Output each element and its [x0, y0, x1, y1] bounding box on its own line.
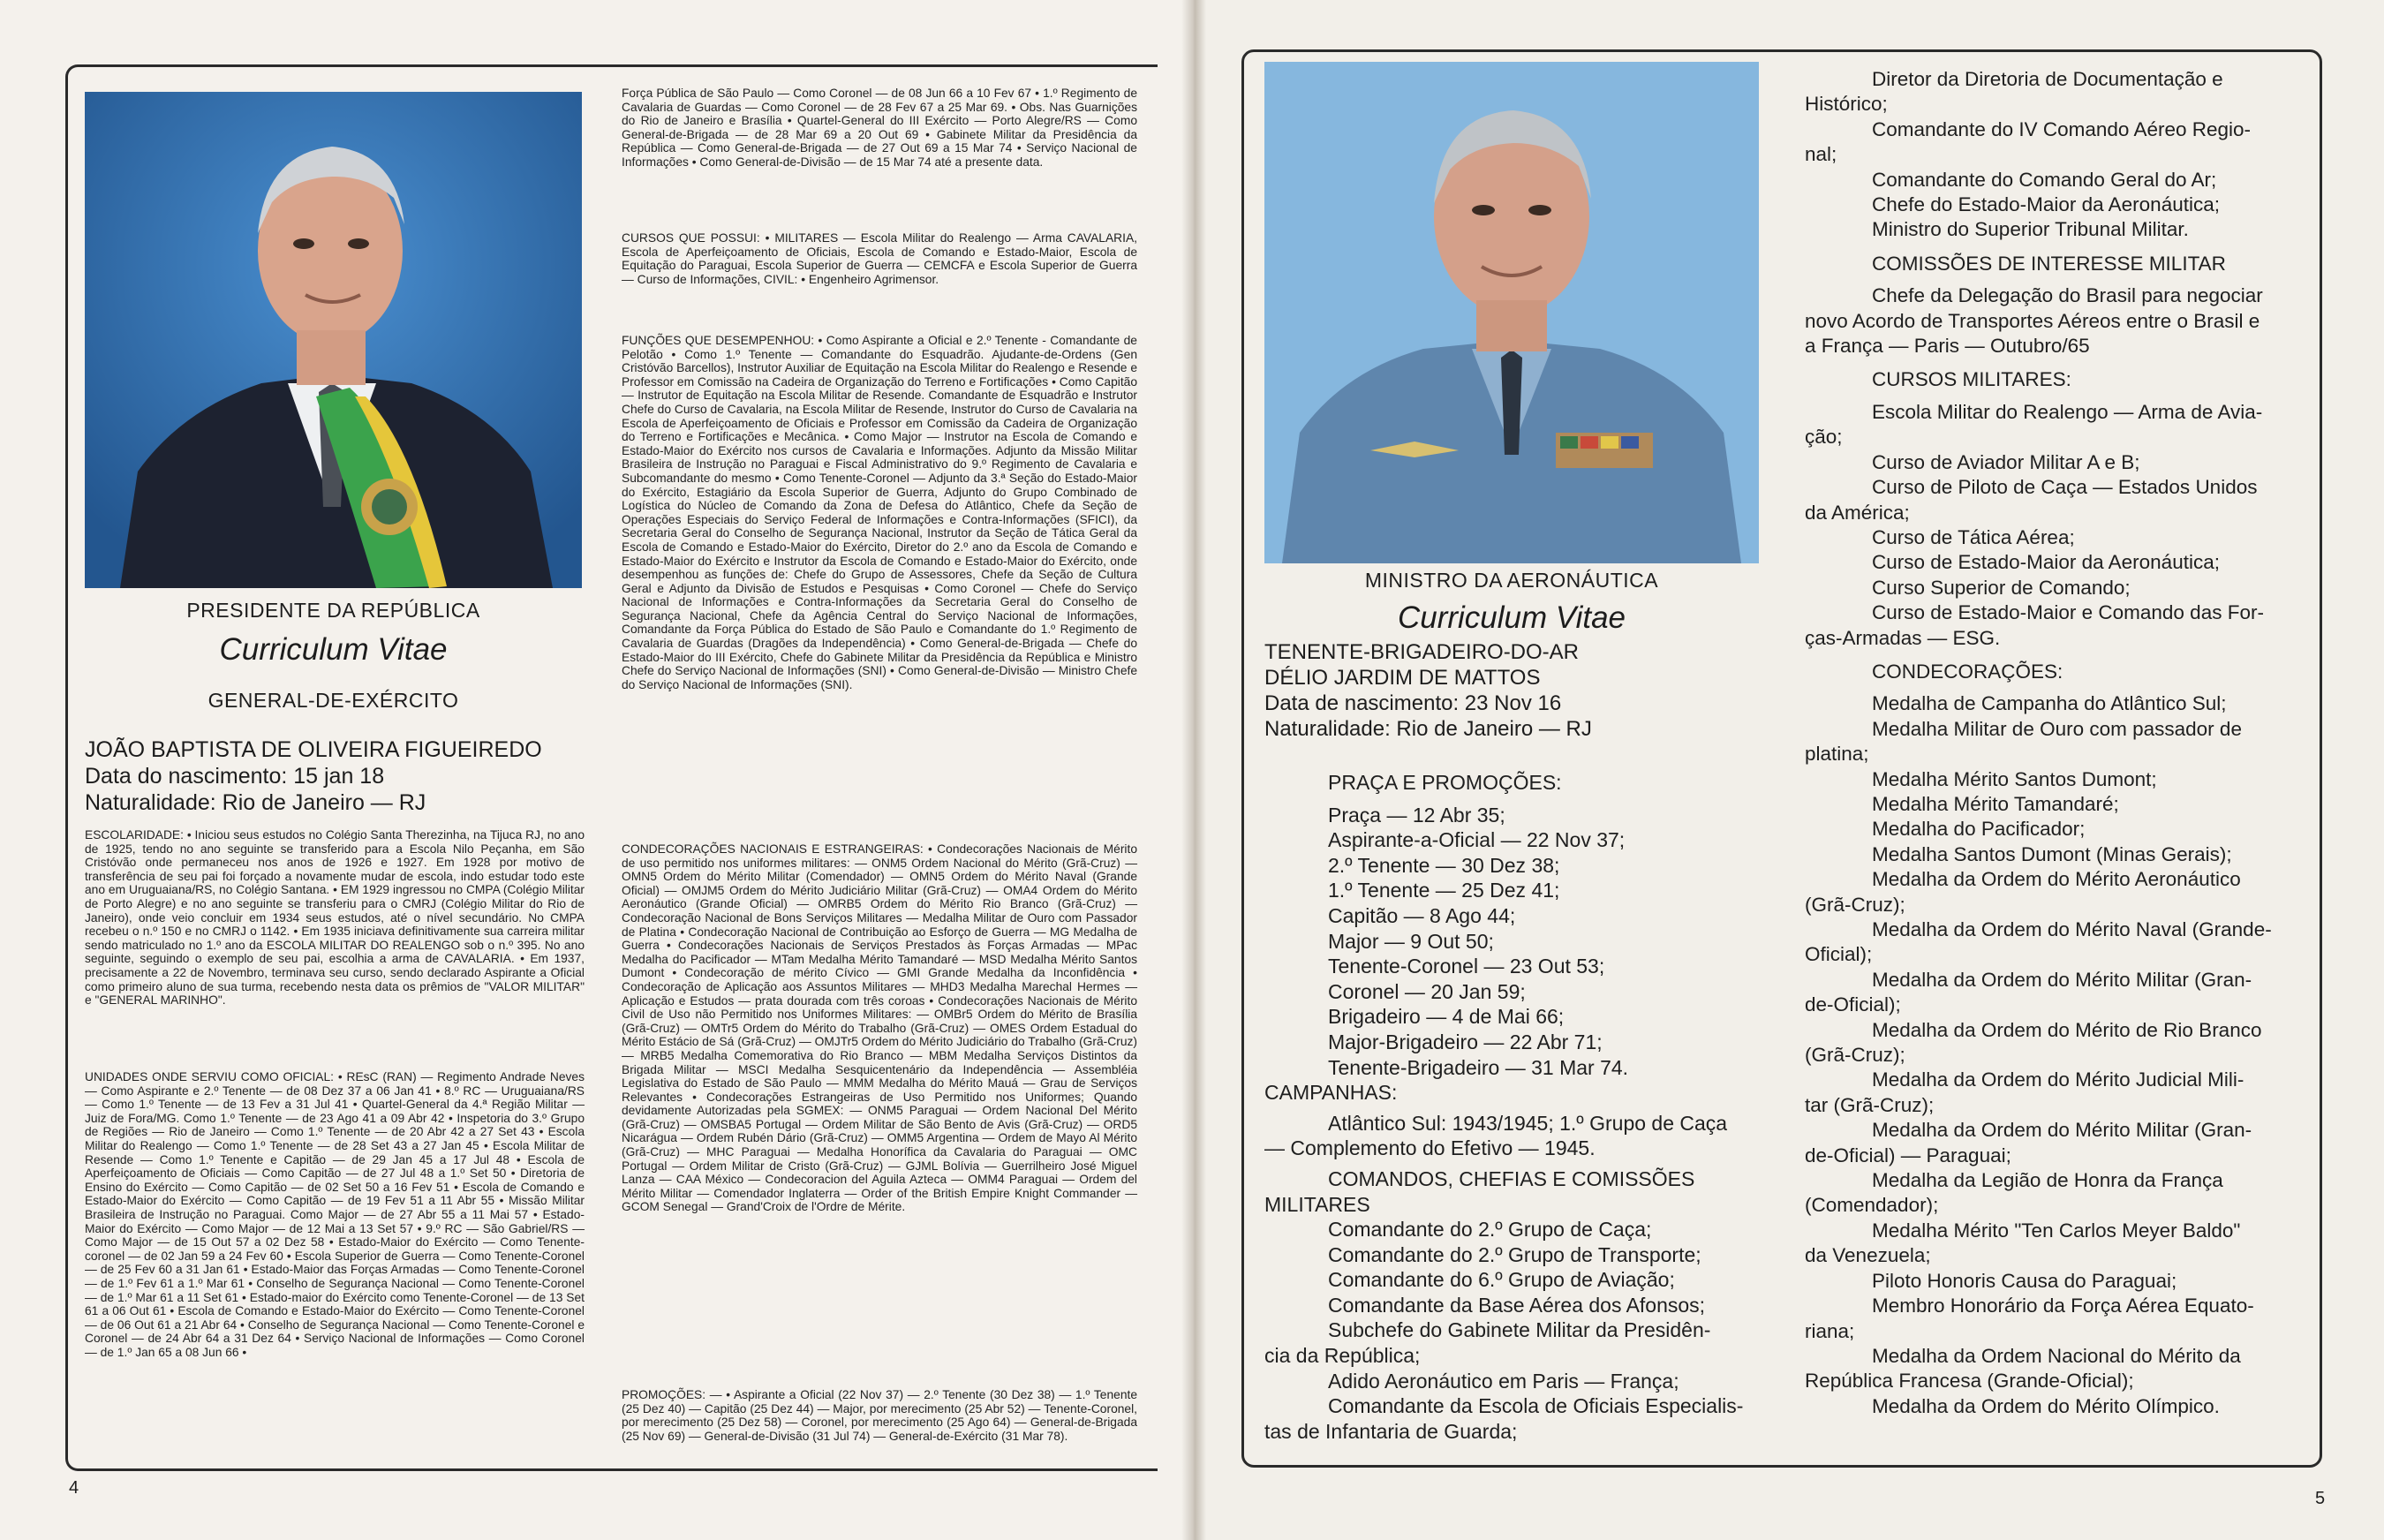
list-item: platina;	[1805, 743, 1869, 766]
list-item: Comandante do IV Comando Aéreo Regio-	[1872, 117, 2252, 140]
list-item: Medalha da Ordem do Mérito Naval (Grande-	[1872, 918, 2272, 940]
list-item: Medalha da Ordem do Mérito Judicial Mili-	[1872, 1068, 2244, 1091]
list-item: Praça — 12 Abr 35;	[1328, 803, 1505, 827]
right-birthplace: Naturalidade: Rio de Janeiro — RJ	[1264, 717, 1592, 741]
list-item: riana;	[1805, 1319, 1855, 1342]
list-item: 1.º Tenente — 25 Dez 41;	[1328, 879, 1560, 902]
right-cv-title: Curriculum Vitae	[1397, 600, 1626, 635]
list-item: Medalha Santos Dumont (Minas Gerais);	[1872, 842, 2232, 865]
left-person-name: JOÃO BAPTISTA DE OLIVEIRA FIGUEIREDO	[85, 737, 542, 762]
list-item: Curso de Estado-Maior da Aeronáutica;	[1872, 551, 2220, 574]
pracas-heading: PRAÇA E PROMOÇÕES:	[1328, 771, 1562, 794]
list-item: de-Oficial) — Paraguai;	[1805, 1144, 2011, 1166]
list-item: Chefe do Estado-Maior da Aeronáutica;	[1872, 193, 2220, 216]
list-item: Medalha da Ordem do Mérito de Rio Branco	[1872, 1018, 2262, 1041]
list-item: Medalha Mérito "Ten Carlos Meyer Baldo"	[1872, 1219, 2241, 1242]
comandos-heading: COMANDOS, CHEFIAS E COMISSÕES	[1328, 1166, 1695, 1190]
list-item: Curso de Estado-Maior e Comando das For-	[1872, 601, 2264, 624]
list-item: Medalha da Ordem Nacional do Mérito da	[1872, 1344, 2241, 1367]
comissoes-heading: COMISSÕES DE INTERESSE MILITAR	[1872, 252, 2226, 275]
list-item: Tenente-Brigadeiro — 31 Mar 74.	[1328, 1055, 1629, 1079]
list-item: Comandante do Comando Geral do Ar;	[1872, 168, 2217, 191]
list-item: nal;	[1805, 143, 1837, 166]
list-item: Medalha Mérito Tamandaré;	[1872, 792, 2119, 815]
list-item: Medalha de Campanha do Atlântico Sul;	[1872, 692, 2227, 715]
right-rank: TENENTE-BRIGADEIRO-DO-AR	[1264, 640, 1580, 664]
right-page-number: 5	[2315, 1489, 2326, 1508]
list-item: (Grã-Cruz);	[1805, 1044, 1905, 1067]
right-role-title: MINISTRO DA AERONÁUTICA	[1364, 569, 1659, 592]
list-item: Oficial);	[1805, 943, 1873, 966]
left-forca-publica: Força Pública de São Paulo — Como Coronel — de 08 Jun 66 a 10 Fev 67 • 1.º Regimento de Cavalaria de Guardas — Como Coronel — de 28 Fev 67 a 25 Mar 69. • Obs. Nas Guarnições do Rio de Janeiro e Brasília • Quartel-General do III Exército — Porto Alegre/RS — Como General-de-Brigada — de 28 Mar 69 a 20 Out 69 • Gabinete Militar da Presidência da República — Como General-de-Brigada — de 27 Out 69 a 15 Mar 74 • Serviço Nacional de Informações • Como General-de-Divisão — de 15 Mar 74 até a presente data.	[622, 87, 1137, 169]
campanhas-line-2: — Complemento do Efetivo — 1945.	[1264, 1136, 1596, 1160]
campanhas-line-1: Atlântico Sul: 1943/1945; 1.º Grupo de Caça	[1328, 1111, 1728, 1135]
list-item: Adido Aeronáutico em Paris — França;	[1328, 1369, 1679, 1393]
book-gutter	[1181, 0, 1206, 1540]
list-item: ças-Armadas — ESG.	[1805, 626, 2001, 649]
list-item: Comandante do 2.º Grupo de Caça;	[1328, 1218, 1652, 1242]
list-item: (Grã-Cruz);	[1805, 893, 1905, 916]
left-unidades: UNIDADES ONDE SERVIU COMO OFICIAL: • REsC (RAN) — Regimento Andrade Neves — Como Aspirante e 2.º Tenente — de 08 Dez 37 a 06 Jan 41 • 8.º RC — Uruguaiana/RS — Como 1.º Tenente — de 13 Fev a 31 Jul 41 • Quartel-General da 4.ª Região Militar — Juiz de Fora/MG. Como 1.º Tenente — de 23 Ago 41 a 09 Abr 42 • Inspetoria do 3.º Grupo de Regiões — Rio de Janeiro — Como 1.º Tenente — de 20 Abr 42 a 27 Set 43 • Escola Militar do Realengo — Como 1.º Tenente — de 28 Set 43 a 27 Jan 45 • Escola Militar de Resende — Como 1.º Tenente e Capitão — de 29 Jan 45 a 17 Jul 48 • Escola de Aperfeiçoamento de Oficiais — Como Capitão — de 27 Jul 48 a 1.º Set 50 • Diretoria de Ensino do Exército — Como Capitão — de 02 Set 50 a 16 Fev 51 • Escola de Comando e Estado-Maior do Exército — Como Capitão — de 19 Fev 51 a 11 Abr 55 • Missão Militar Brasileira de Instrução no Paraguai. Como Major — de 27 Abr 55 a 11 Mai 57 • Estado-Maior do Exército — Como Major — de 12 Mai a 13 Set 57 • 9.º RC — São Gabriel/RS — Como Major — de 15 Out 57 a 02 Dez 58 • Estado-Maior do Exército — Como Tenente-coronel — de 02 Jan 59 a 24 Fev 60 • Escola Superior de Guerra — Como Tenente-Coronel — de 25 Fev 60 a 31 Jan 61 • Estado-Maior das Forças Armadas — Como Tenente-Coronel — de 1.º Fev 61 a 1.º Mar 61 • Conselho de Segurança Nacional — Como Tenente-Coronel — de 1.º Mar 61 a 11 Set 61 • Estado-maior do Exército como Tenente-Coronel — de 13 Set 61 a 06 Out 61 • Escola de Comando e Estado-Maior do Exército — Como Tenente-Coronel — de 06 Out 61 a 21 Abr 64 • Conselho de Segurança Nacional — Como Tenente-Coronel e Coronel — de 24 Abr 64 a 31 Dez 64 • Serviço Nacional de Informações — Como Coronel — de 1.º Jan 65 a 08 Jun 66 •	[85, 1070, 585, 1359]
list-item: Aspirante-a-Oficial — 22 Nov 37;	[1328, 828, 1626, 852]
right-column-2	[1805, 67, 2310, 1419]
list-item: Diretor da Diretoria de Documentação e	[1872, 68, 2223, 90]
left-role-title: PRESIDENTE DA REPÚBLICA	[186, 599, 480, 622]
left-escolaridade: ESCOLARIDADE: • Iniciou seus estudos no Colégio Santa Therezinha, na Tijuca RJ, no ano de 1925, tendo no ano seguinte se transferido para a Escola Nilo Peçanha, em São Cristóvão onde permaneceu nos anos de 1926 e 1927. Em 1928 por motivo de transferência de seu pai foi forçado a novamente mudar de escola, indo estudar todo este ano em Uruguaiana/RS, no Colégio Santana. • EM 1929 ingressou no CMPA (Colégio Militar de Porto Alegre) e no ano seguinte se transferiu para o CMRJ (Colégio Militar do Rio de Janeiro), onde veio concluir em 1934 seus estudos, até o nível secundário. No CMPA recebeu o n.º 150 e no CMRJ o 1142. • Em 1935 iniciava definitivamente sua carreira militar sendo matriculado no 1.º ano da ESCOLA MILITAR DO REALENGO sob o n.º 395. No ano seguinte, seguindo o exemplo de seu pai, escolhia a arma de CAVALARIA. • Em 1937, precisamente a 22 de Novembro, terminava seu curso, sendo declarado Aspirante a Oficial como primeiro aluno de sua turma, recebendo nesta data os prêmios de "VALOR MILITAR" e "GENERAL MARINHO".	[85, 828, 585, 1008]
left-cursos: CURSOS QUE POSSUI: • MILITARES — Escola Militar do Realengo — Arma CAVALARIA, Escola de Aperfeiçoamento de Oficiais, Escola de Comando e Estado-Maior, Escola de Equitação do Paraguai, Escola Superior de Guerra — CEMCFA e Escola Superior de Guerra — Curso de Informações, CIVIL: • Engenheiro Agrimensor.	[622, 231, 1137, 286]
list-item: Major-Brigadeiro — 22 Abr 71;	[1328, 1030, 1603, 1053]
pracas-list	[1264, 803, 1768, 1081]
left-birthplace: Naturalidade: Rio de Janeiro — RJ	[85, 790, 426, 815]
list-item: Medalha Militar de Ouro com passador de	[1872, 717, 2242, 740]
list-item: Medalha Mérito Santos Dumont;	[1872, 767, 2157, 790]
comandos-list	[1264, 1217, 1768, 1444]
list-item: ção;	[1805, 426, 1843, 449]
list-item: tar (Grã-Cruz);	[1805, 1093, 1935, 1116]
list-item: Escola Militar do Realengo — Arma de Avia-	[1872, 400, 2263, 423]
list-item: Comandante do 2.º Grupo de Transporte;	[1328, 1242, 1701, 1266]
list-item: Tenente-Coronel — 23 Out 53;	[1328, 955, 1605, 978]
campanhas-heading: CAMPANHAS:	[1264, 1081, 1398, 1105]
list-item: Ministro do Superior Tribunal Militar.	[1872, 218, 2189, 241]
condecoracoes-list	[1805, 691, 2310, 1419]
president-portrait-photo	[85, 92, 582, 588]
list-item: novo Acordo de Transportes Aéreos entre o Brasil e	[1805, 309, 2260, 332]
list-item: Comandante da Base Aérea dos Afonsos;	[1328, 1293, 1706, 1317]
list-item: Curso de Tática Aérea;	[1872, 525, 2075, 548]
right-person-name: DÉLIO JARDIM DE MATTOS	[1264, 666, 1541, 690]
list-item: da América;	[1805, 501, 1910, 524]
list-item: Membro Honorário da Força Aérea Equato-	[1872, 1295, 2254, 1317]
list-item: a França — Paris — Outubro/65	[1805, 335, 2090, 358]
left-cv-title: Curriculum Vitae	[219, 632, 448, 667]
left-promocoes: PROMOÇÕES: — • Aspirante a Oficial (22 Nov 37) — 2.º Tenente (30 Dez 38) — 1.º Tenente (25 Dez 40) — Capitão (25 Dez 44) — Major, por merecimento (25 Abr 52) — Tenente-Coronel, por merecimento (25 Dez 58) — Coronel, por merecimento (25 Ago 64) — General-de-Brigada (25 Nov 69) — General-de-Divisão (31 Jul 74) — General-de-Exército (31 Mar 78).	[622, 1388, 1137, 1443]
comandos-heading-line-2: MILITARES	[1264, 1192, 1370, 1216]
list-item: da Venezuela;	[1805, 1244, 1931, 1267]
list-item: Coronel — 20 Jan 59;	[1328, 979, 1526, 1003]
list-item: Curso Superior de Comando;	[1872, 576, 2131, 599]
list-item: Medalha da Ordem do Mérito Militar (Gran-	[1872, 1119, 2252, 1142]
left-birth-date: Data do nascimento: 15 jan 18	[85, 764, 385, 789]
left-page-number: 4	[69, 1478, 79, 1498]
list-item: Subchefe do Gabinete Militar da Presidên-	[1328, 1318, 1711, 1342]
condecoracoes-heading: CONDECORAÇÕES:	[1872, 660, 2063, 683]
list-item: Major — 9 Out 50;	[1328, 929, 1494, 953]
right-column-1	[1264, 770, 1768, 1444]
list-item: Curso de Piloto de Caça — Estados Unidos	[1872, 476, 2258, 499]
list-item: Medalha do Pacificador;	[1872, 818, 2086, 841]
list-item: Capitão — 8 Ago 44;	[1328, 903, 1516, 927]
list-item: Comandante do 6.º Grupo de Aviação;	[1328, 1268, 1675, 1292]
left-condecoracoes: CONDECORAÇÕES NACIONAIS E ESTRANGEIRAS: • Condecorações Nacionais de Mérito de uso permitido nos uniformes militares: — ONM5 Ordem Nacional do Mérito (Grã-Cruz) — OMN5 Ordem do Mérito Militar (Comendador) — OMN5 Ordem do Mérito Naval (Grande Oficial) — OMJM5 Ordem do Mérito Judiciário Militar (Grã-Cruz) — OMA4 Ordem do Mérito Aeronáutico (Grande Oficial) — OMRB5 Ordem do Mérito Rio Branco (Grã-Cruz) — Condecoração Nacional de Bons Serviços Militares — Medalha Militar de Ouro com Passador de Platina • Condecoração Nacional de Contribuição ao Esforço de Guerra — MG Medalha de Guerra • Condecorações Nacionais de Serviços Prestados às Forças Armadas — MPac Medalha do Pacificador — MTam Medalha Mérito Tamandaré — MSD Medalha Mérito Santos Dumont • Condecoração de mérito Cívico — GMI Grande Medalha da Inconfidência • Condecoração de Aplicação aos Assuntos Militares — MHD3 Medalha Marechal Hermes — Aplicação e Estudos — prata dourada com três coroas • Condecorações Nacionais de Mérito Civil de Uso não Permitido nos Uniformes Militares: — OMBr5 Ordem do Mérito de Brasília (Grã-Cruz) — OMTr5 Ordem do Mérito do Trabalho (Grã-Cruz) — OMES Ordem Estadual do Mérito Estácio de Sá (Grã-Cruz) — OMJTr5 Ordem do Mérito Judiciário do Trabalho (Grã-Cruz) — MRB5 Medalha Comemorativa do Rio Branco — MBM Medalha Serviços Distintos da Brigada Militar — MSCI Medalha Sesquicentenário da Independência — Assembléia Legislativa do Estado de São Paulo — MMM Medalha do Mérito Mauá — Grau de Serviços Relevantes • Condecorações Estrangeiras de Uso Permitido nos Uniformes; Quando devidamente Autorizadas pela SGMEX: — ONM5 Paraguai — Ordem Nacional Del Mérito (Grã-Cruz) — OMSBA5 Portugal — Ordem Militar de São Bento de Avis (Grã-Cruz) — ORD5 Nicarágua — Ordem Rubén Dário (Grã-Cruz) — OMM5 Argentina — Ordem de Mayo Al Mérito (Grã-Cruz) — MHC Paraguai — Medalha Honorífica da Cavalaria do Paraguai — OMC Portugal — Ordem Militar de Cristo (Grã-Cruz) — GJML Bolívia — Guerrilheiro José Miguel Lanza — CAA México — Condecoracion del Aguila Azteca — OMM4 Paraguai — Ordem del Mérito Militar — Comendador Inglaterra — Order of the British Empire Knight Commander — GCOM Senegal — Grand'Croix de l'Ordre de Mérite.	[622, 842, 1137, 1214]
left-rank: GENERAL-DE-EXÉRCITO	[207, 689, 459, 712]
list-item: Histórico;	[1805, 93, 1888, 116]
list-item: Medalha da Ordem do Mérito Aeronáutico	[1872, 868, 2241, 891]
minister-portrait-photo	[1264, 62, 1759, 563]
list-item: Chefe da Delegação do Brasil para negociar	[1872, 284, 2263, 307]
list-item: Brigadeiro — 4 de Mai 66;	[1328, 1005, 1565, 1029]
list-item: Piloto Honoris Causa do Paraguai;	[1872, 1269, 2177, 1292]
list-item: 2.º Tenente — 30 Dez 38;	[1328, 853, 1560, 877]
list-item: Comandante da Escola de Oficiais Especialis-	[1328, 1394, 1744, 1418]
left-funcoes: FUNÇÕES QUE DESEMPENHOU: • Como Aspirante a Oficial e 2.º Tenente - Comandante de Pelotão • Como 1.º Tenente — Comandante do Esquadrão. Ajudante-de-Ordens (Gen Cristóvão Barcellos), Instrutor Auxiliar de Equitação na Escola Militar do Realengo e Resende e Professor em Comissão na Cadeira de Organização do Terreno e Fortificações • Como Capitão — Instrutor de Equitação na Escola Militar de Resende. Comandante de Esquadrão e Instrutor Chefe do Curso de Cavalaria, na Escola Militar de Resende, Instrutor do Curso de Cavalaria na Escola de Aperfeiçoamento de Oficiais e Professor em Comissão da Cadeira de Organização do Terreno e Fortificações e Mecânica. • Como Major — Instrutor na Escola de Comando e Estado-Maior do Exército nos cursos de Cavalaria e Informações. Adjunto da Missão Militar Brasileira de Instrução no Paraguai e Fiscal Administrativo do 9.º Regimento de Cavalaria e Subcomandante do mesmo • Como Tenente-Coronel — Adjunto da 3.ª Seção do Estado-Maior do Exército, Estagiário da Escola Superior de Guerra, Adjunto do Grupo Combinado de Logística do Núcleo de Comando da Zona de Defesa do Atlântico, Chefe da Seção de Operações Especiais do Serviço Federal de Informações e Contra-Informações (SFICI), da Secretaria Geral do Conselho de Segurança Nacional, Instrutor da Seção de Tática Geral da Escola de Comando e Estado-Maior do Exército, Diretor do 2.º ano da Escola de Comando e Estado-Maior do Exército e Instrutor da Escola de Comando e Estado-Maior do Exército, onde desempenhou as funções de: Chefe do Grupo de Assessores, Chefe da Seção de Cultura Geral e Adjunto da Divisão de Estudos e Pesquisas • Como Coronel — Chefe do Serviço Nacional de Informações e Contra-Informações da Secretaria Geral do Conselho de Segurança Nacional, Chefe da Agência Central do Serviço Nacional de Informações, Comandante da Força Pública do Estado de São Paulo e Comandante do 1.º Regimento de Cavalaria de Guardas (Dragões da Independência) • Como General-de-Brigada — Chefe do Estado-Maior do III Exército, Chefe do Gabinete Militar da Presidência da República e Ministro Chefe do Serviço Nacional de Informações (SNI) • Como General-de-Divisão — Ministro Chefe do Serviço Nacional de Informações (SNI).	[622, 334, 1137, 691]
list-item: tas de Infantaria de Guarda;	[1264, 1419, 1518, 1443]
right-birth-date: Data de nascimento: 23 Nov 16	[1264, 691, 1562, 715]
list-item: (Comendador);	[1805, 1194, 1939, 1217]
left-identity-block	[85, 736, 588, 816]
list-item: República Francesa (Grande-Oficial);	[1805, 1370, 2134, 1393]
list-item: Medalha da Ordem do Mérito Olímpico.	[1872, 1394, 2220, 1417]
right-identity-block	[1264, 639, 1759, 742]
list-item: Medalha da Legião de Honra da França	[1872, 1169, 2223, 1192]
list-item: de-Oficial);	[1805, 993, 1901, 1016]
list-item: Curso de Aviador Militar A e B;	[1872, 450, 2140, 473]
cursos-heading: CURSOS MILITARES:	[1872, 368, 2071, 391]
list-item: cia da República;	[1264, 1344, 1421, 1368]
list-item: Medalha da Ordem do Mérito Militar (Gran-	[1872, 968, 2252, 991]
